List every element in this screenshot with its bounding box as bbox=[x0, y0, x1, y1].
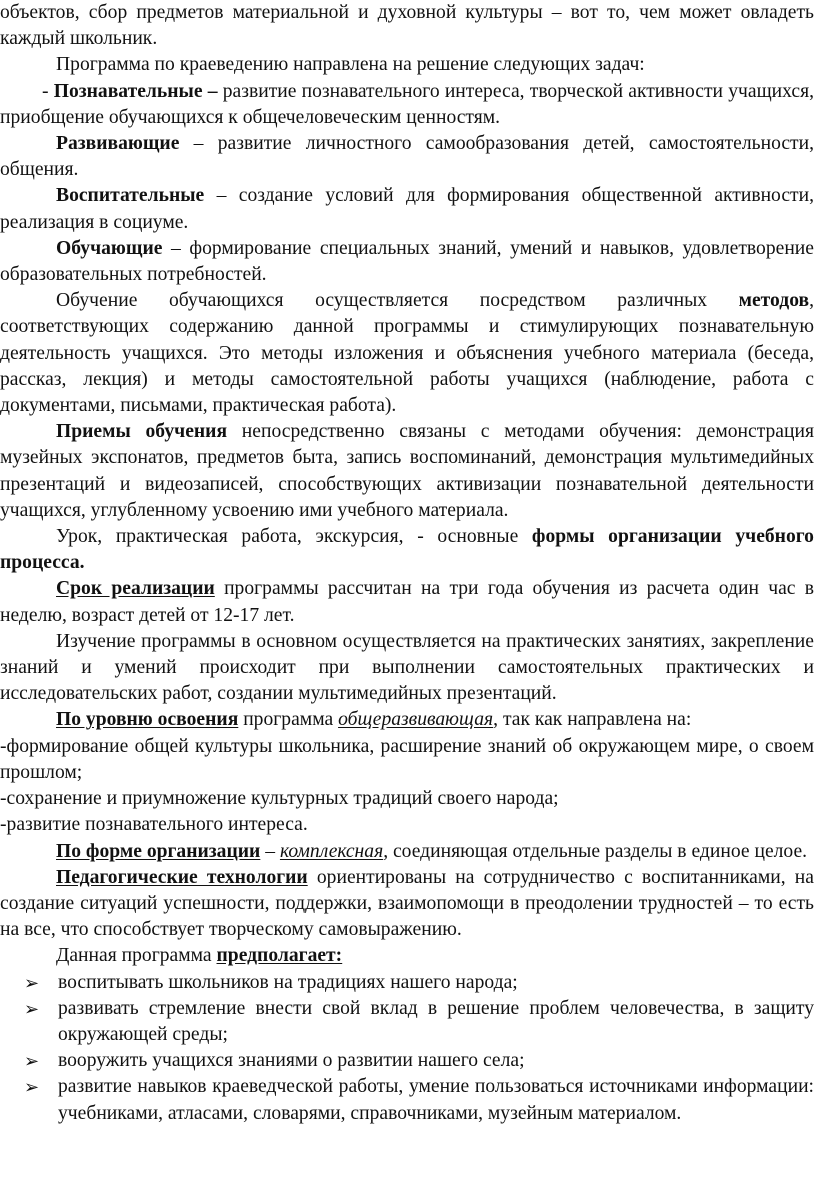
arrow-bullet-icon: ➢ bbox=[24, 972, 40, 994]
list-item-text: развитие навыков краеведческой работы, умение пользоваться источниками информации: учебниками, атласами, словарями, справочниками, музейным материалом. bbox=[58, 1076, 814, 1124]
term-duration: Срок реализации bbox=[56, 578, 215, 600]
dash-prefix: - bbox=[42, 80, 54, 102]
forms-text: Урок, практическая работа, экскурсия, - основные bbox=[56, 526, 532, 548]
organization-text-b: , соединяющая отдельные разделы в единое целое. bbox=[383, 840, 808, 862]
arrow-bullet-icon: ➢ bbox=[24, 1077, 40, 1099]
term-assumes: предполагает: bbox=[216, 945, 343, 967]
list-item-text: вооружить учащихся знаниями о развитии нашего села; bbox=[58, 1050, 525, 1072]
paragraph-intro-continuation: объектов, сбор предметов материальной и духовной культуры – вот то, чем может овладеть каждый школьник. bbox=[0, 2, 814, 50]
paragraph-task-teaching bbox=[0, 236, 814, 288]
duration-text: программы рассчитан на три года обучения из расчета один час в неделю, возраст детей от 12-17 лет. bbox=[0, 578, 814, 626]
task-cognitive-text: развитие познавательного интереса, творческой активности учащихся, приобщение обучающихся к общечеловеческим ценностям. bbox=[0, 80, 814, 128]
paragraph-assumes bbox=[0, 943, 814, 969]
term-methods: методов bbox=[738, 290, 810, 312]
paragraph-task-educational bbox=[0, 183, 814, 235]
arrow-bullet-icon: ➢ bbox=[24, 1051, 40, 1073]
list-item-text: воспитывать школьников на традициях нашего народа; bbox=[58, 971, 518, 993]
arrow-bullet-icon: ➢ bbox=[24, 998, 40, 1020]
paragraph-task-developing bbox=[0, 131, 814, 183]
task-teaching-text: – формирование специальных знаний, умений и навыков, удовлетворение образовательных потребностей. bbox=[0, 237, 814, 286]
list-item bbox=[0, 996, 814, 1048]
term-general-developing: общеразвивающая bbox=[338, 709, 494, 731]
term-developing: Развивающие bbox=[56, 133, 180, 155]
goals-bullet-list bbox=[0, 970, 814, 1127]
list-item bbox=[0, 1074, 814, 1126]
paragraph-organization-form bbox=[0, 839, 814, 865]
technologies-text: ориентированы на сотрудничество с воспитанниками, на создание ситуаций успешности, поддержки, взаимопомощи в преодолении трудностей – то есть на все, что способствует творческому самовыражению. bbox=[0, 866, 814, 941]
task-developing-text: – развитие личностного самообразования детей, самостоятельности, общения. bbox=[0, 133, 814, 181]
paragraph-tasks-intro: Программа по краеведению направлена на решение следующих задач: bbox=[56, 54, 645, 76]
term-educational: Воспитательные bbox=[56, 185, 205, 207]
paragraph-level bbox=[0, 707, 814, 733]
list-item bbox=[0, 1048, 814, 1074]
task-educational-text: – создание условий для формирования общественной активности, реализация в социуме. bbox=[0, 185, 814, 233]
organization-text-a: – bbox=[260, 840, 280, 862]
assumes-text: Данная программа bbox=[56, 945, 217, 967]
term-technologies: Педагогические технологии bbox=[56, 866, 308, 888]
methods-text-a: Обучение обучающихся осуществляется посредством различных bbox=[56, 290, 739, 312]
paragraph-techniques bbox=[0, 419, 814, 524]
term-cognitive: Познавательные – bbox=[53, 80, 218, 102]
paragraph-methods bbox=[0, 288, 814, 419]
term-techniques: Приемы обучения bbox=[56, 421, 228, 443]
level-text-a: программа bbox=[238, 709, 339, 731]
paragraph-goal-interest: -развитие познавательного интереса. bbox=[0, 814, 308, 836]
list-item-text: развивать стремление внести свой вклад в решение проблем человечества, в защиту окружающей среды; bbox=[58, 997, 814, 1045]
paragraph-goal-traditions: -сохранение и приумножение культурных традиций своего народа; bbox=[0, 788, 559, 810]
term-level: По уровню освоения bbox=[56, 709, 239, 731]
paragraph-duration bbox=[0, 576, 814, 628]
techniques-text: непосредственно связаны с методами обучения: демонстрация музейных экспонатов, предметов быта, запись воспоминаний, демонстрация мультимедийных презентаций и видеозаписей, способствующих активизации познавательной деятельности учащихся, углубленному усвоению ими учебного материала. bbox=[0, 421, 814, 521]
term-forms: формы организации учебного процесса. bbox=[0, 526, 814, 574]
level-text-b: , так как направлена на: bbox=[493, 709, 692, 731]
term-teaching: Обучающие bbox=[56, 237, 163, 259]
paragraph-study: Изучение программы в основном осуществляется на практических занятиях, закрепление знаний и умений происходит при выполнении самостоятельных практических и исследовательских работ, создании мультимедийных презентаций. bbox=[0, 630, 814, 705]
methods-text-b: , соответствующих содержанию данной программы и стимулирующих познавательную деятельность учащихся. Это методы изложения и объяснения учебного материала (беседа, рассказ, лекция) и методы самостоятельной работы учащихся (наблюдение, работа с документами, письмами, практическая работа). bbox=[0, 290, 814, 417]
term-organization-form: По форме организации bbox=[56, 840, 261, 862]
term-complex: комплексная bbox=[279, 840, 384, 862]
paragraph-technologies bbox=[0, 865, 814, 944]
paragraph-task-cognitive bbox=[0, 79, 814, 131]
list-item bbox=[0, 970, 814, 996]
paragraph-forms bbox=[0, 524, 814, 576]
paragraph-goal-culture: -формирование общей культуры школьника, расширение знаний об окружающем мире, о своем прошлом; bbox=[0, 735, 814, 783]
